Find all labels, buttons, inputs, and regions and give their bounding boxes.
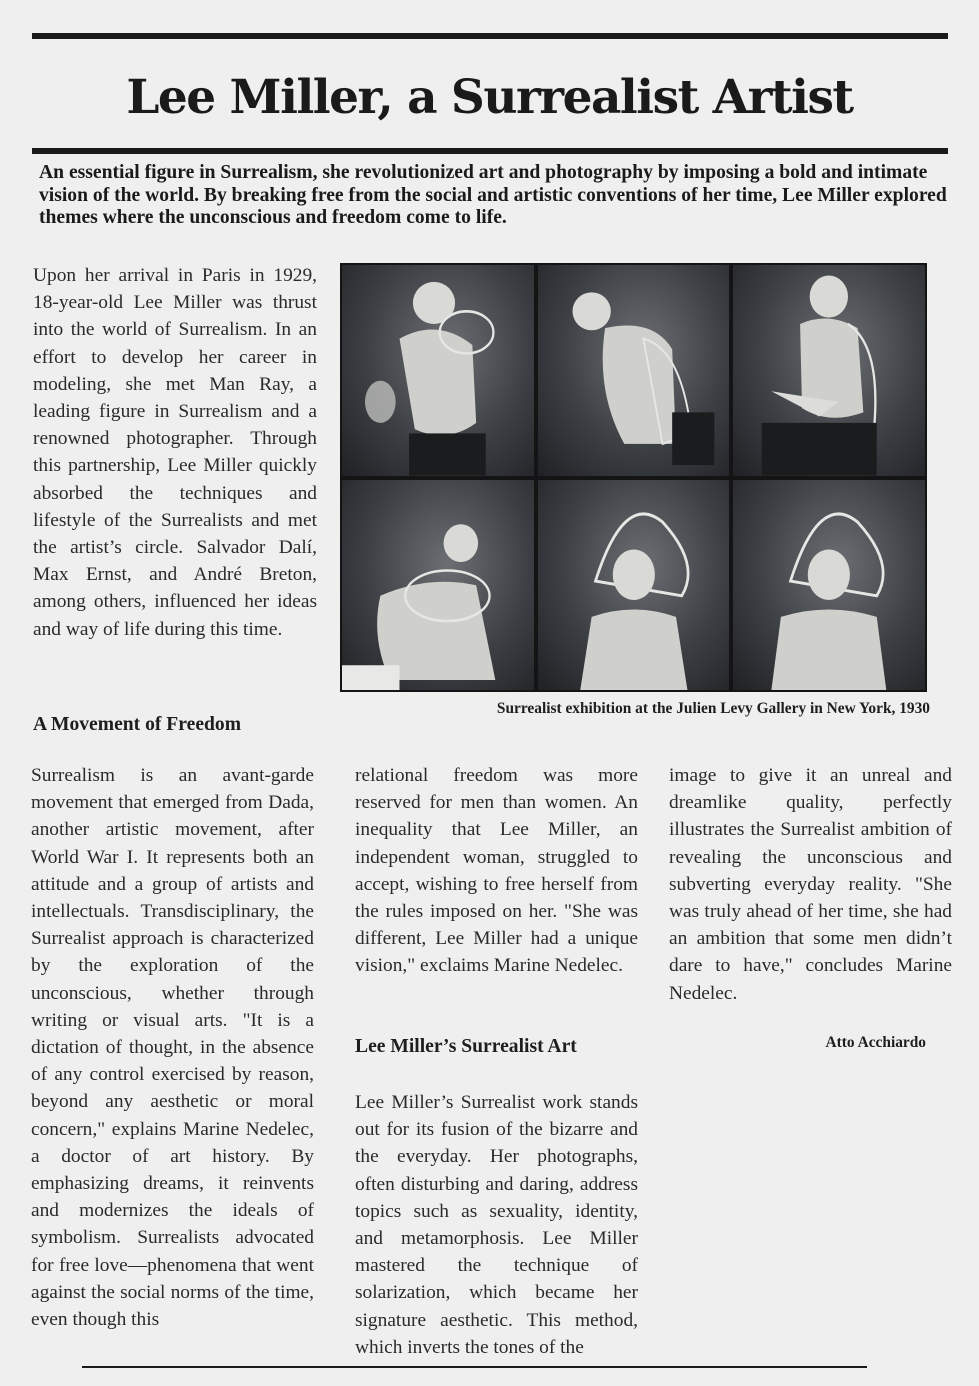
body-column-2: relational freedom was more reserved for men than women. An inequality that Lee Miller, an independent woman, struggled to accept, wishing to free herself from the rules imposed on her. "She was different, Lee Miller had a unique vision," exclaims Marine Nedelec. — [355, 765, 638, 977]
intro-paragraph: An essential figure in Surrealism, she revolutionized art and photography by imposing a bold and intimate vision of the world. By breaking free from the social and artistic conventions of her time, Lee Miller explored themes where the unconscious and freedom come to life. — [39, 162, 947, 228]
author-byline: Atto Acchiardo — [825, 1034, 926, 1051]
body-column-2-continued: Lee Miller’s Surrealist work stands out for its fusion of the bizarre and the everyday. Her photographs, often disturbing and daring, address topics such as sexuality, identity, and metamorphosis. Lee Miller mastered the technique of solarization, which became her signature aesthetic. This method, which inverts the tones of the — [355, 1092, 638, 1358]
photo-frame — [342, 265, 534, 476]
photo-frame — [538, 480, 730, 691]
photo-frame — [538, 265, 730, 476]
article-title: Lee Miller, a Surrealist Artist — [126, 70, 853, 125]
photo-contact-sheet — [340, 263, 927, 692]
photo-frame — [733, 265, 925, 476]
lead-paragraph: Upon her arrival in Paris in 1929, 18-year-old Lee Miller was thrust into the world of Surrealism. In an effort to develop her career in modeling, she met Man Ray, a leading figure in Surrealism and a renowned photographer. Through this partnership, Lee Miller quickly absorbed the techniques and lifestyle of the Surrealists and met the artist’s circle. Salvador Dalí, Max Ernst, and André Breton, among others, influenced her ideas and way of life during this time. — [33, 265, 317, 640]
body-column-1: Surrealism is an avant-garde movement that emerged from Dada, another artistic movement, after World War I. It represents both an attitude and a group of artists and intellectuals. Transdisciplinary, the Surrealist approach is characterized by the exploration of the unconscious, whether through writing or visual arts. "It is a dictation of thought, in the absence of any control exercised by reason, beyond any aesthetic or moral concern," explains Marine Nedelec, a doctor of art history. By emphasizing dreams, it reinvents and modernizes the ideals of symbolism. Surrealists advocated for free love—phenomena that went against the social norms of the time, even though this — [31, 765, 314, 1331]
section-heading: A Movement of Freedom — [33, 714, 242, 735]
photo-caption: Surrealist exhibition at the Julien Levy Gallery in New York, 1930 — [496, 700, 930, 717]
body-column-3: image to give it an unreal and dreamlike quality, perfectly illustrates the Surrealist ambition of revealing the unconscious and subverting everyday reality. "She was truly ahead of her time, she had an ambition that some men didn’t dare to have," concludes Marine Nedelec. — [669, 765, 952, 1004]
photo-frame — [342, 480, 534, 691]
photo-frame — [733, 480, 925, 691]
top-rule — [32, 33, 948, 39]
section-heading: Lee Miller’s Surrealist Art — [355, 1036, 577, 1057]
title-rule — [32, 148, 948, 154]
bottom-rule — [82, 1366, 867, 1368]
